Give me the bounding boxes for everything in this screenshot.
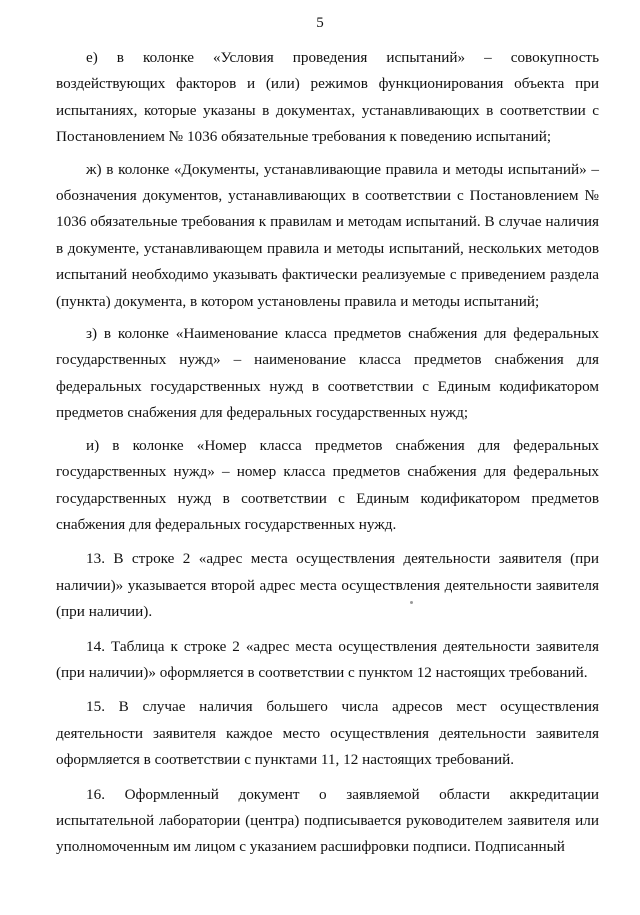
paragraph-15: 15. В случае наличия большего числа адресов мест осуществления деятельности заявителя каждое место осуществления деятельности заявителя оформляется в соответствии с пунктами 11, 12 настоящих требований. — [56, 698, 599, 769]
paragraph-13: 13. В строке 2 «адрес места осуществления деятельности заявителя (при наличии)» указывается второй адрес места осуществления деятельности заявителя (при наличии). — [56, 550, 599, 621]
paragraph-14: 14. Таблица к строке 2 «адрес места осуществления деятельности заявителя (при наличии)» оформляется в соответствии с пунктом 12 настоящих требований. — [56, 637, 599, 681]
paragraph-16: 16. Оформленный документ о заявляемой области аккредитации испытательной лаборатории (центра) подписывается руководителем заявителя или уполномоченным им лицом с указанием расшифровки подписи. Подписанный — [56, 785, 599, 856]
paragraph-z: з) в колонке «Наименование класса предметов снабжения для федеральных государственных нужд» – наименование класса предметов снабжения для федеральных государственных нужд в соответствии с Единым кодификатором предметов снабжения для федеральных государственных нужд; — [56, 325, 599, 422]
page-number: 5 — [316, 15, 324, 31]
scan-speck — [410, 601, 413, 604]
body-text — [56, 45, 599, 869]
paragraph-zh: ж) в колонке «Документы, устанавливающие правила и методы испытаний» – обозначения документов, устанавливающих в соответствии с Постановлением № 1036 обязательные требования к правилам и методам испытаний. В случае наличия в документе, устанавливающем правила и методы испытаний, нескольких методов испытаний необходимо указывать фактически реализуемые с приведением раздела (пункта) документа, в котором установлены правила и методы испытаний; — [56, 160, 599, 310]
paragraph-e: е) в колонке «Условия проведения испытаний» – совокупность воздействующих факторов и (или) режимов функционирования объекта при испытаниях, которые указаны в документах, устанавливающих в соответствии с Постановлением № 1036 обязательные требования к поведению испытаний; — [56, 49, 599, 146]
paragraph-i: и) в колонке «Номер класса предметов снабжения для федеральных государственных нужд» – номер класса предметов снабжения для федеральных государственных нужд в соответствии с Единым кодификатором предметов снабжения для федеральных государственных нужд. — [56, 436, 599, 533]
